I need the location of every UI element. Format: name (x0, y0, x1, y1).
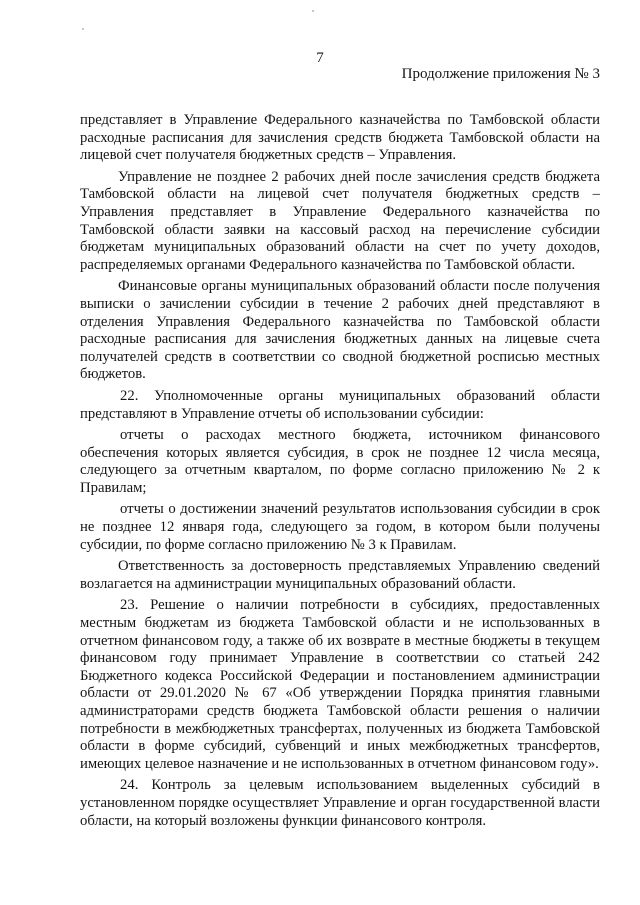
paragraph-subitem: отчеты о расходах местного бюджета, источником финансового обеспечения которых является субсидия, в срок не позднее 12 числа месяца, следующего за отчетным кварталом, по форме согласно приложению № 2 к Правилам; (80, 427, 600, 496)
paragraph: представляет в Управление Федерального казначейства по Тамбовской области расходные расписания для зачисления средств бюджета Тамбовской области на лицевой счет получателя бюджетных средств – Управления. (80, 112, 600, 164)
document-body (80, 112, 600, 834)
scan-speck (82, 28, 84, 30)
paragraph: Ответственность за достоверность представляемых Управлению сведений возлагается на администрации муниципальных образований области. (80, 558, 600, 592)
paragraph-subitem: отчеты о достижении значений результатов использования субсидии в срок не позднее 12 января года, следующего за годом, в котором были получены субсидии, по форме согласно приложению № 3 к Правилам. (80, 501, 600, 553)
page-number: 7 (316, 50, 324, 66)
paragraph-item-23: 23. Решение о наличии потребности в субсидиях, предоставленных местным бюджетам из бюджета Тамбовской области и не использованных в отчетном финансовом году, а также об их возврате в местные бюджеты в текущем финансовом году принимает Управление в соответствии со статьей 242 Бюджетного кодекса Российской Федерации и постановлением администрации области от 29.01.2020 № 67 «Об утверждении Порядка принятия главными администраторами средств бюджета Тамбовской области решения о наличии потребности в межбюджетных трансфертах, полученных из бюджета Тамбовской области в форме субсидий, субвенций и иных межбюджетных трансфертов, имеющих целевое назначение и не использованных в отчетном финансовом году». (80, 597, 600, 772)
scan-speck (312, 10, 314, 12)
paragraph: Финансовые органы муниципальных образований области после получения выписки о зачислении субсидии в течение 2 рабочих дней представляют в отделения Управления Федерального казначейства по Тамбовской области расходные расписания для зачисления бюджетных данных на лицевые счета получателей средств в соответствии со сводной бюджетной росписью местных бюджетов. (80, 278, 600, 383)
paragraph-item-24: 24. Контроль за целевым использованием выделенных субсидий в установленном порядке осуществляет Управление и орган государственной власти области, на который возложены функции финансового контроля. (80, 777, 600, 829)
paragraph: Управление не позднее 2 рабочих дней после зачисления средств бюджета Тамбовской области на лицевой счет получателя бюджетных средств – Управления представляет в Управление Федерального казначейства по Тамбовской области заявки на кассовый расход на перечисление субсидии бюджетам муниципальных образований области на счет по учету доходов, распределяемых органами Федерального казначейства по Тамбовской области. (80, 168, 600, 273)
appendix-continuation-label: Продолжение приложения № 3 (401, 66, 600, 82)
paragraph-item-22: 22. Уполномоченные органы муниципальных образований области представляют в Управление отчеты об использовании субсидии: (80, 387, 600, 422)
